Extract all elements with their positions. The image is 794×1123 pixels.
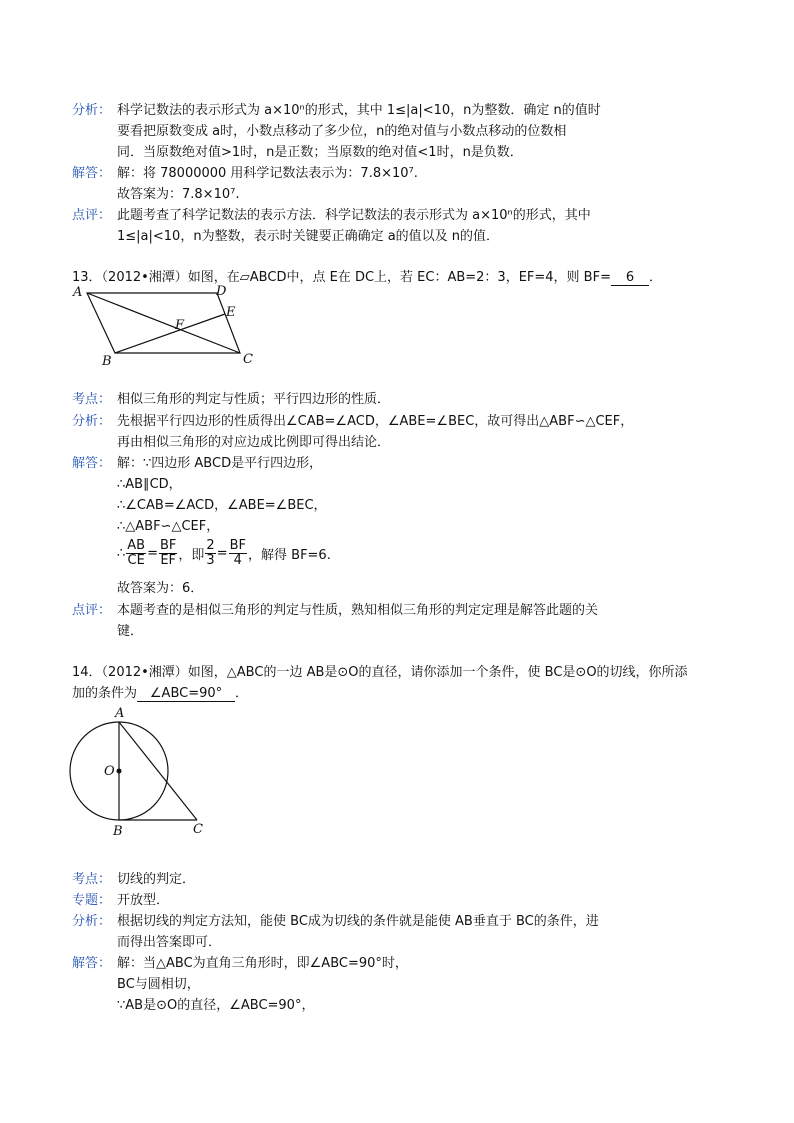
q13-answer-line2: ∴AB∥CD，: [117, 477, 182, 492]
q12-comment-line2: 1≤|a|<10，n为整数，表示时关键要正确确定 a的值以及 n的值．: [117, 229, 500, 244]
q14-answer-line2: BC与圆相切，: [117, 977, 200, 992]
answer-label: 解答：: [72, 456, 112, 471]
point-c-label: C: [193, 822, 203, 837]
q13-answer-blank: 6: [611, 270, 649, 286]
segment-be: [115, 314, 225, 353]
equals-sign: =: [147, 545, 158, 561]
q14-stem-prefix: 加的条件为: [72, 686, 138, 701]
q14-analysis-line2: 而得出答案即可．: [117, 935, 222, 950]
q13-answer-line5: [117, 536, 331, 570]
fraction-denominator: 4: [233, 552, 242, 568]
q13-analysis-line2: 再由相似三角形的对应边成比例即可得出结论．: [117, 435, 391, 450]
q13-point-text: 相似三角形的判定与性质；平行四边形的性质．: [117, 392, 391, 407]
point-label: 考点：: [72, 392, 112, 407]
q12-answer-line1: 解：将 78000000 用科学记数法表示为：7.8×10⁷.: [117, 166, 418, 181]
q13-stem-end: ．: [648, 270, 662, 285]
therefore-symbol: ∴: [117, 545, 126, 561]
q13-comment-line1: 本题考查的是相似三角形的判定与性质，熟知相似三角形的判定定理是解答此题的关: [117, 603, 599, 618]
fraction-bf-4: [229, 539, 247, 568]
equals-sign: =: [216, 545, 228, 561]
q13-analysis-line1: 先根据平行四边形的性质得出∠CAB=∠ACD，∠ABE=∠BEC，故可得出△ABF∽△CEF，: [117, 414, 634, 429]
q13-answer-line4: ∴△ABF∽△CEF，: [117, 519, 220, 534]
point-c-label: C: [243, 352, 253, 367]
q14-answer-blank: ∠ABC=90°: [137, 686, 235, 702]
diagonal-ac: [87, 293, 240, 353]
q13-stem-text: 13．（2012•湘潭）如图，在▱ABCD中，点 E在 DC上，若 EC：AB=2：3，EF=4，则 BF=: [72, 270, 611, 285]
fraction-numerator: BF: [160, 537, 177, 553]
q13-comment-line2: 键．: [117, 624, 144, 639]
q14-answer-line3: ∵AB是⊙O的直径，∠ABC=90°，: [117, 998, 315, 1013]
segment-ac: [119, 722, 197, 820]
q14-topic-text: 开放型．: [117, 893, 170, 908]
q14-stem-end: ．: [235, 686, 249, 701]
q14-answer-line1: 解：当△ABC为直角三角形时，即∠ABC=90°时，: [117, 956, 408, 971]
point-b-label: B: [102, 354, 112, 368]
q13-answer-line6: 故答案为：6．: [117, 581, 204, 596]
point-a-label: A: [73, 285, 83, 300]
namely-text: ，即: [178, 547, 205, 563]
q14-point-text: 切线的判定．: [117, 872, 196, 887]
fraction-denominator: CE: [127, 552, 145, 568]
fraction-bf-ef: [159, 539, 177, 568]
point-f-label: F: [175, 318, 185, 333]
point-e-label: E: [226, 305, 236, 320]
fraction-ab-ce: [126, 539, 146, 568]
fraction-denominator: EF: [160, 552, 177, 568]
comment-label: 点评：: [72, 208, 112, 223]
fraction-numerator: BF: [229, 537, 247, 553]
point-d-label: D: [216, 284, 227, 299]
q12-analysis-line1: 科学记数法的表示形式为 a×10ⁿ的形式，其中 1≤|a|<10，n为整数．确定 n的值时: [117, 103, 601, 118]
fraction-denominator: 3: [206, 552, 215, 568]
point-a-label: A: [115, 706, 125, 721]
answer-label: 解答：: [72, 956, 112, 971]
center-point: [117, 769, 122, 774]
analysis-label: 分析：: [72, 414, 112, 429]
fraction-numerator: 2: [206, 537, 215, 553]
point-o-label: O: [104, 764, 115, 779]
point-b-label: B: [113, 824, 123, 839]
circle-triangle-figure: [66, 700, 216, 840]
point-label: 考点：: [72, 872, 112, 887]
q12-comment-line1: 此题考查了科学记数法的表示方法．科学记数法的表示形式为 a×10ⁿ的形式，其中: [117, 208, 591, 223]
q14-analysis-line1: 根据切线的判定方法知，能使 BC成为切线的条件就是能使 AB垂直于 BC的条件，进: [117, 914, 599, 929]
parallelogram-figure: [70, 283, 260, 368]
analysis-label: 分析：: [72, 914, 112, 929]
topic-label: 专题：: [72, 893, 112, 908]
fraction-numerator: AB: [127, 537, 146, 553]
fraction-2-3: [205, 539, 215, 568]
comment-label: 点评：: [72, 603, 112, 618]
q13-answer-line1: 解：∵四边形 ABCD是平行四边形，: [117, 456, 323, 471]
q12-answer-line2: 故答案为：7.8×10⁷.: [117, 187, 240, 202]
q12-analysis-line2: 要看把原数变成 a时，小数点移动了多少位，n的绝对值与小数点移动的位数相: [117, 124, 567, 139]
analysis-label: 分析：: [72, 103, 112, 118]
q14-stem-line1: 14．（2012•湘潭）如图，△ABC的一边 AB是⊙O的直径，请你添加一个条件，使 BC是⊙O的切线，你所添: [72, 665, 688, 680]
q12-analysis-line3: 同．当原数绝对值>1时，n是正数；当原数的绝对值<1时，n是负数．: [117, 145, 523, 160]
q14-stem-line2: [72, 682, 248, 702]
answer-label: 解答：: [72, 166, 112, 181]
solve-text: ，解得 BF=6.: [248, 547, 331, 563]
q13-answer-line3: ∴∠CAB=∠ACD，∠ABE=∠BEC，: [117, 498, 327, 513]
